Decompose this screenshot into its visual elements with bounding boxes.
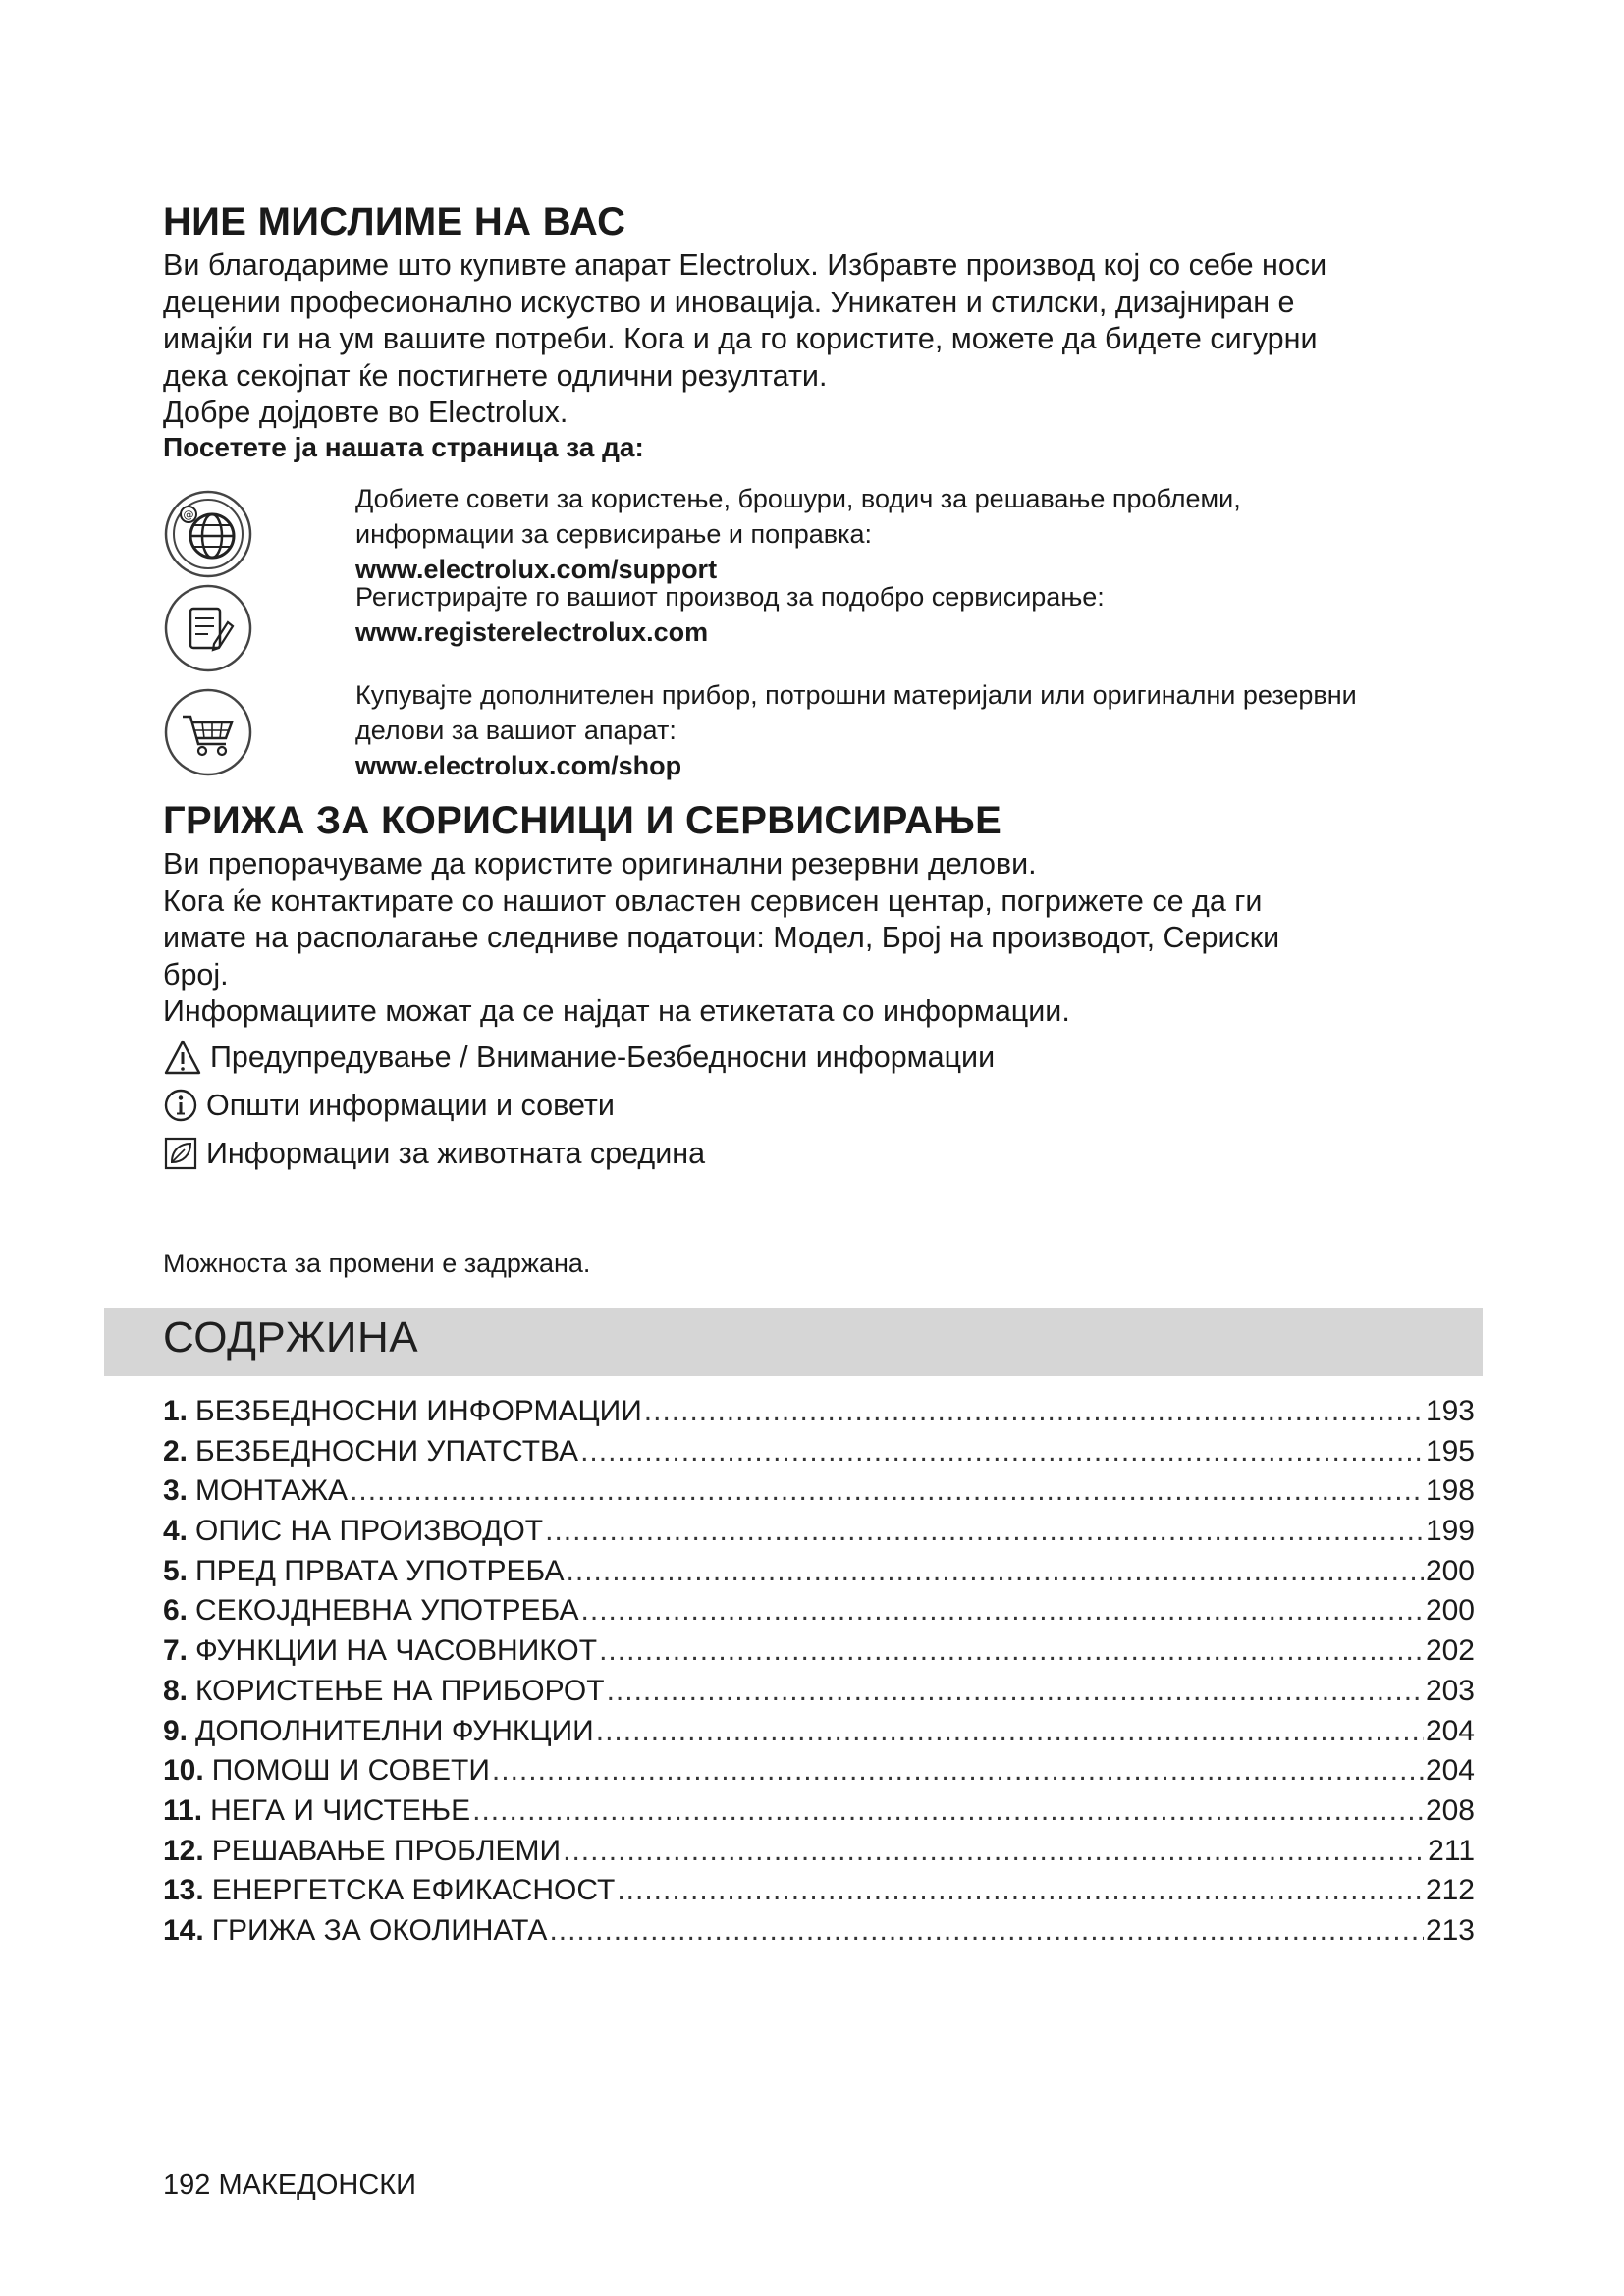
toc-item[interactable]: [163, 1515, 1475, 1555]
support-link[interactable]: www.electrolux.com/support: [355, 555, 718, 584]
section2-line: Информациите можат да се најдат на етикетата со информации.: [163, 994, 1070, 1028]
section-title-customer-care: ГРИЖА ЗА КОРИСНИЦИ И СЕРВИСИРАЊЕ: [163, 799, 1002, 842]
table-of-contents: [163, 1395, 1475, 1954]
toc-dot-leader: [644, 1395, 1424, 1428]
toc-item-page: 198: [1425, 1474, 1475, 1508]
toc-item-label: МОНТАЖА: [195, 1474, 349, 1508]
section1-line: Добре дојдовте во Electrolux.: [163, 396, 568, 429]
toc-item-number: 3.: [163, 1474, 189, 1508]
section2-line: имате на располагање следниве податоци: Модел, Број на производот, Сериски: [163, 921, 1280, 954]
toc-item-page: 193: [1425, 1395, 1475, 1427]
toc-item-page: 203: [1425, 1674, 1475, 1707]
toc-dot-leader: [350, 1474, 1424, 1508]
toc-item-page: 204: [1425, 1754, 1475, 1788]
toc-item-label: БЕЗБЕДНОСНИ УПАТСТВА: [195, 1434, 579, 1468]
toc-dot-leader: [580, 1435, 1424, 1468]
toc-dot-leader: [472, 1794, 1424, 1828]
shopping-cart-icon: [163, 687, 253, 777]
visit-item-text: [355, 677, 1357, 783]
toc-item[interactable]: [163, 1794, 1475, 1835]
toc-item-page: 213: [1425, 1913, 1475, 1947]
toc-item-number: 9.: [163, 1714, 189, 1747]
toc-item-label: ДОПОЛНИТЕЛНИ ФУНКЦИИ: [195, 1714, 594, 1747]
globe-icon: [163, 489, 253, 579]
visit-item-text: [355, 579, 1105, 650]
toc-item-page: 211: [1428, 1834, 1475, 1867]
toc-dot-leader: [599, 1634, 1424, 1668]
visit-item-line: Купувајте дополнителен прибор, потрошни материјали или оригинални резервни: [355, 680, 1357, 710]
toc-item-label: СЕКОЈДНЕВНА УПОТРЕБА: [195, 1594, 579, 1628]
section-title-we-think-of-you: НИЕ МИСЛИМЕ НА ВАС: [163, 200, 626, 243]
toc-dot-leader: [596, 1715, 1424, 1748]
toc-dot-leader: [607, 1675, 1424, 1708]
toc-item-page: 195: [1425, 1434, 1475, 1468]
toc-item[interactable]: [163, 1474, 1475, 1515]
toc-item-label: ПРЕД ПРВАТА УПОТРЕБА: [195, 1554, 565, 1587]
toc-dot-leader: [545, 1515, 1424, 1548]
visit-item-register: [163, 579, 1479, 677]
legend-label: Предупредување / Внимание-Безбедносни информации: [210, 1040, 996, 1074]
visit-item-text: [355, 481, 1241, 587]
toc-item-page: 212: [1425, 1874, 1475, 1907]
visit-heading: Посетете ја нашата страница за да:: [163, 432, 644, 462]
toc-item[interactable]: [163, 1835, 1475, 1875]
toc-item[interactable]: [163, 1874, 1475, 1914]
toc-item-number: 13.: [163, 1874, 204, 1907]
toc-item[interactable]: [163, 1754, 1475, 1794]
warning-icon: [163, 1039, 202, 1076]
legend-info: [163, 1088, 615, 1123]
toc-dot-leader: [567, 1555, 1424, 1588]
legend-label: Општи информации и совети: [206, 1088, 615, 1122]
visit-item-line: делови за вашиот апарат:: [355, 716, 677, 745]
toc-item-number: 8.: [163, 1674, 189, 1707]
section2-line: Кога ќе контактирате со нашиот овластен сервисен центар, погрижете се да ги: [163, 883, 1263, 918]
page-footer: 192 МАКЕДОНСКИ: [163, 2169, 416, 2201]
toc-item-number: 7.: [163, 1634, 189, 1668]
toc-dot-leader: [563, 1835, 1426, 1868]
toc-item-label: ОПИС НА ПРОИЗВОДОТ: [195, 1515, 544, 1548]
toc-item-label: КОРИСТЕЊЕ НА ПРИБОРОТ: [195, 1674, 605, 1707]
toc-dot-leader: [617, 1874, 1424, 1907]
section1-body: [163, 247, 1479, 432]
section1-line: имајќи ги на ум вашите потреби. Кога и да го користите, можете да бидете сигурни: [163, 322, 1318, 355]
toc-item-number: 1.: [163, 1395, 189, 1427]
toc-item-number: 2.: [163, 1434, 189, 1468]
toc-dot-leader: [549, 1914, 1424, 1948]
section2-body: [163, 846, 1479, 1031]
toc-item[interactable]: [163, 1395, 1475, 1435]
section1-line: дека секојпат ќе постигнете одлични резултати.: [163, 358, 828, 393]
toc-item-number: 5.: [163, 1554, 189, 1587]
toc-item-number: 6.: [163, 1594, 189, 1628]
toc-header: [104, 1308, 1483, 1376]
visit-item-shop: [163, 677, 1479, 785]
svg-text:@: @: [183, 508, 194, 521]
toc-item[interactable]: [163, 1435, 1475, 1475]
changes-reserved-note: Можноста за промени е задржана.: [163, 1249, 591, 1278]
legend-environment: [163, 1136, 705, 1171]
section1-line: децении професионално искуство и иновација. Уникатен и стилски, дизајниран е: [163, 285, 1295, 319]
toc-dot-leader: [581, 1594, 1424, 1628]
toc-item-label: НЕГА И ЧИСТЕЊЕ: [210, 1793, 471, 1827]
environment-icon: [163, 1136, 198, 1171]
toc-item-page: 202: [1425, 1634, 1475, 1668]
toc-item-label: ФУНКЦИИ НА ЧАСОВНИКОТ: [195, 1634, 598, 1668]
visit-item-line: Регистрирајте го вашиот производ за подобро сервисирање:: [355, 582, 1105, 612]
toc-item[interactable]: [163, 1914, 1475, 1954]
toc-item-label: БЕЗБЕДНОСНИ ИНФОРМАЦИИ: [195, 1395, 642, 1427]
toc-item-label: РЕШАВАЊЕ ПРОБЛЕМИ: [211, 1834, 562, 1867]
toc-item[interactable]: [163, 1715, 1475, 1755]
toc-item-number: 11.: [163, 1793, 203, 1827]
visit-item-line: информации за сервисирање и поправка:: [355, 519, 873, 549]
register-icon: [163, 583, 253, 673]
visit-item-support: [163, 481, 1479, 589]
section2-line: Ви препорачуваме да користите оригинални резервни делови.: [163, 847, 1037, 881]
shop-link[interactable]: www.electrolux.com/shop: [355, 751, 682, 780]
toc-title: СОДРЖИНА: [163, 1313, 419, 1362]
toc-item-page: 208: [1425, 1793, 1475, 1827]
toc-item[interactable]: [163, 1594, 1475, 1634]
toc-item-page: 199: [1425, 1515, 1475, 1548]
toc-dot-leader: [492, 1754, 1424, 1788]
toc-item-label: ЕНЕРГЕТСКА ЕФИКАСНОСТ: [211, 1874, 616, 1907]
legend-warning: [163, 1039, 995, 1076]
section1-line: Ви благодариме што купивте апарат Electrolux. Избравте производ кој со себе носи: [163, 248, 1327, 282]
info-icon: [163, 1088, 198, 1123]
toc-item-number: 4.: [163, 1515, 189, 1548]
toc-item-page: 200: [1425, 1594, 1475, 1628]
register-link[interactable]: www.registerelectrolux.com: [355, 617, 709, 647]
toc-item[interactable]: [163, 1555, 1475, 1595]
toc-item-number: 10.: [163, 1754, 204, 1788]
visit-item-line: Добиете совети за користење, брошури, водич за решавање проблеми,: [355, 484, 1241, 513]
toc-item-number: 12.: [163, 1834, 204, 1867]
toc-item-page: 204: [1425, 1714, 1475, 1747]
toc-item[interactable]: [163, 1675, 1475, 1715]
toc-item-label: ПОМОШ И СОВЕТИ: [211, 1754, 490, 1788]
toc-item-label: ГРИЖА ЗА ОКОЛИНАТА: [211, 1913, 548, 1947]
toc-item-page: 200: [1425, 1554, 1475, 1587]
legend-label: Информации за животната средина: [206, 1136, 706, 1170]
toc-item-number: 14.: [163, 1913, 204, 1947]
section2-line: број.: [163, 957, 229, 991]
toc-item[interactable]: [163, 1634, 1475, 1675]
